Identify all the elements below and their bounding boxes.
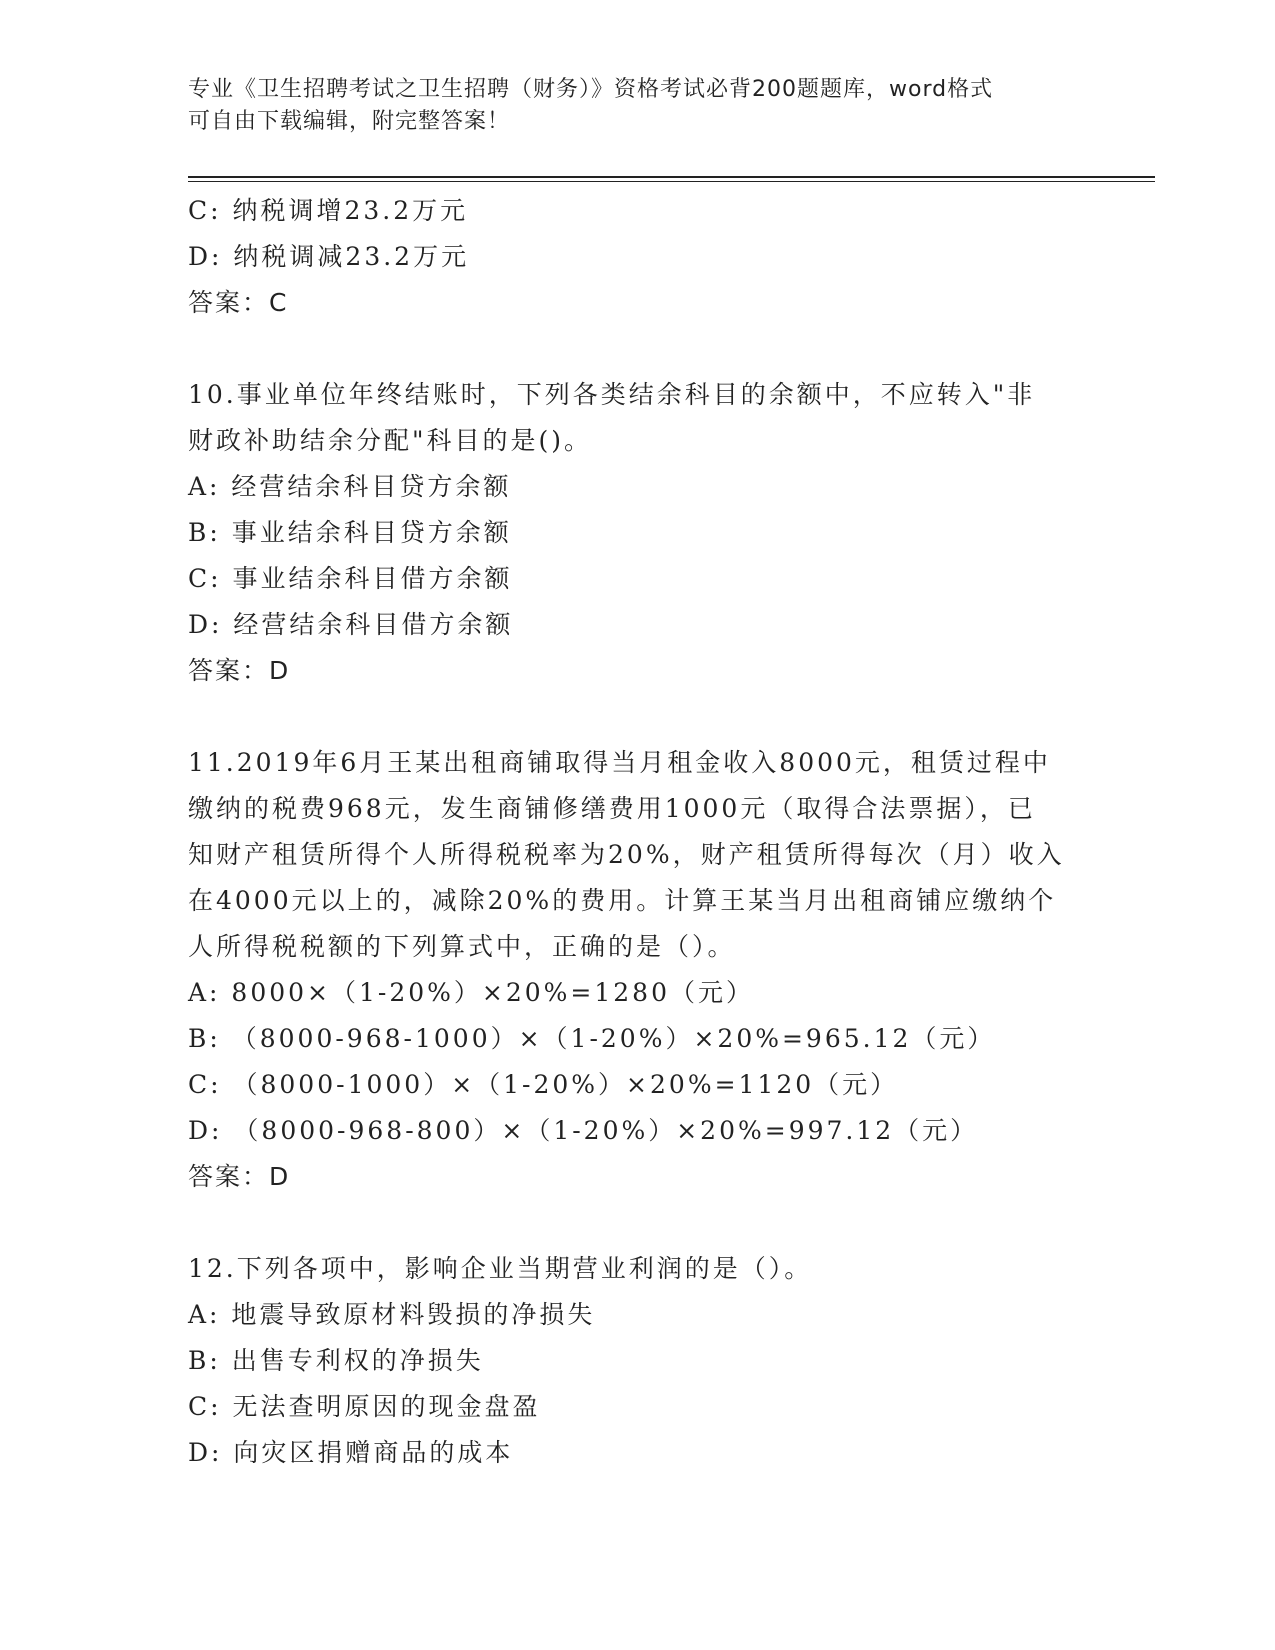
option-c: C: 纳税调增23.2万元 bbox=[188, 196, 469, 225]
option-d: D: 纳税调减23.2万元 bbox=[188, 242, 470, 271]
answer-label: 答案：D bbox=[188, 1162, 291, 1191]
option-d: D: 经营结余科目借方余额 bbox=[188, 610, 514, 639]
option-d: D: （8000-968-800）×（1-20%）×20%=997.12（元） bbox=[188, 1116, 979, 1145]
option-a: A: 8000×（1-20%）×20%=1280（元） bbox=[188, 978, 754, 1007]
question-stem-line: 财政补助结余分配"科目的是()。 bbox=[188, 426, 593, 455]
spacer bbox=[188, 326, 1088, 372]
question-stem-line: 人所得税税额的下列算式中，正确的是（）。 bbox=[188, 932, 736, 961]
option-d: D: 向灾区捐赠商品的成本 bbox=[188, 1438, 514, 1467]
question-stem-line: 10.事业单位年终结账时，下列各类结余科目的余额中，不应转入"非 bbox=[188, 380, 1036, 409]
answer-label: 答案：D bbox=[188, 656, 291, 685]
header-line-2: 可自由下载编辑，附完整答案！ bbox=[188, 109, 511, 134]
option-a: A: 地震导致原材料毁损的净损失 bbox=[188, 1300, 596, 1329]
question-content bbox=[188, 188, 1088, 1476]
option-c: C: 无法查明原因的现金盘盈 bbox=[188, 1392, 541, 1421]
header-divider-thick bbox=[188, 176, 1155, 178]
question-11 bbox=[188, 740, 1088, 1200]
answer-label: 答案：C bbox=[188, 288, 289, 317]
question-9-tail bbox=[188, 188, 1088, 326]
document-header bbox=[188, 74, 1088, 138]
question-stem-line: 12.下列各项中，影响企业当期营业利润的是（）。 bbox=[188, 1254, 813, 1283]
question-12 bbox=[188, 1246, 1088, 1476]
option-c: C: 事业结余科目借方余额 bbox=[188, 564, 513, 593]
question-stem-line: 11.2019年6月王某出租商铺取得当月租金收入8000元，租赁过程中 bbox=[188, 748, 1051, 777]
question-stem-line: 在4000元以上的，减除20%的费用。计算王某当月出租商铺应缴纳个 bbox=[188, 886, 1057, 915]
question-10 bbox=[188, 372, 1088, 694]
option-b: B: 出售专利权的净损失 bbox=[188, 1346, 484, 1375]
option-b: B: 事业结余科目贷方余额 bbox=[188, 518, 512, 547]
option-c: C: （8000-1000）×（1-20%）×20%=1120（元） bbox=[188, 1070, 899, 1099]
spacer bbox=[188, 694, 1088, 740]
header-divider-thin bbox=[188, 181, 1155, 182]
question-stem-line: 缴纳的税费968元，发生商铺修缮费用1000元（取得合法票据），已 bbox=[188, 794, 1036, 823]
header-line-1: 专业《卫生招聘考试之卫生招聘（财务）》资格考试必背200题题库，word格式 bbox=[188, 77, 994, 102]
question-stem-line: 知财产租赁所得个人所得税税率为20%，财产租赁所得每次（月）收入 bbox=[188, 840, 1065, 869]
spacer bbox=[188, 1200, 1088, 1246]
option-b: B: （8000-968-1000）×（1-20%）×20%=965.12（元） bbox=[188, 1024, 996, 1053]
option-a: A: 经营结余科目贷方余额 bbox=[188, 472, 512, 501]
